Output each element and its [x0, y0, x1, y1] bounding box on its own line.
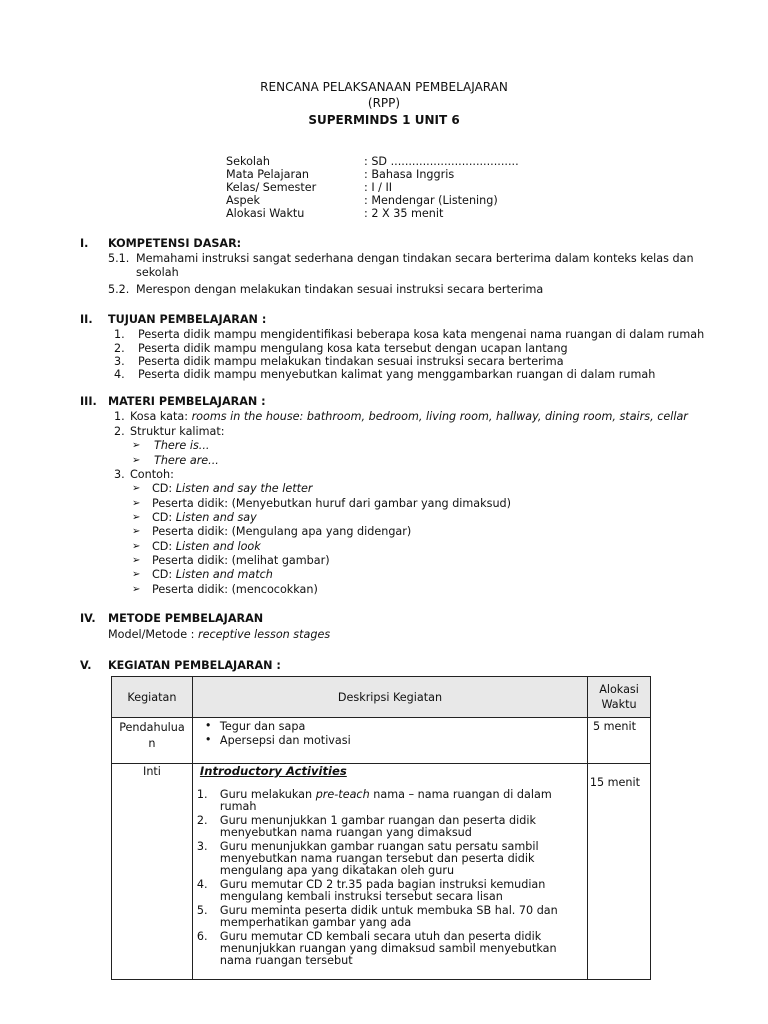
method-value: receptive lesson stages: [198, 628, 331, 641]
list-number: 2.: [114, 425, 125, 438]
arrow-bullet-icon: ➢: [132, 498, 141, 509]
arrow-bullet-icon: ➢: [132, 584, 141, 595]
list-number: 2.: [114, 342, 125, 355]
identity-value: : 2 X 35 menit: [364, 207, 444, 220]
identity-label: Mata Pelajaran: [226, 168, 310, 181]
identity-value: : SD ....................................: [364, 155, 519, 168]
steps-container: [193, 764, 587, 978]
arrow-bullet-icon: ➢: [132, 541, 141, 552]
vocab-list: rooms in the house: bathroom, bedroom, living room, hallway, dining room, stairs, cellar: [191, 410, 688, 423]
identity-label: Alokasi Waktu: [226, 207, 305, 220]
sub-item: [152, 554, 330, 567]
section-number: III.: [80, 395, 97, 408]
table-row: [112, 764, 651, 980]
list-item: Contoh:: [130, 468, 174, 481]
sub-item: [152, 511, 257, 524]
identity-value: : Bahasa Inggris: [364, 168, 455, 181]
cell-kegiatan-line: Pendahulua: [119, 721, 185, 734]
sub-item-plain: Peserta didik: (mencocokkan): [152, 583, 318, 596]
sub-item: There are...: [154, 454, 219, 467]
list-number: 1.: [114, 410, 125, 423]
step-number: 3.: [196, 839, 208, 853]
bullet-icon: •: [204, 719, 212, 732]
sub-item-italic: Listen and look: [175, 540, 261, 553]
list-number: 4.: [114, 368, 125, 381]
arrow-bullet-icon: ➢: [132, 483, 141, 494]
sub-item-italic: Listen and match: [175, 568, 273, 581]
activities-table: [111, 676, 651, 980]
sub-item: [152, 482, 312, 495]
step-text-continuation: menyebutkan nama ruangan yang dimaksud: [219, 826, 472, 840]
identity-value: : Mendengar (Listening): [364, 194, 498, 207]
header-deskripsi: Deskripsi Kegiatan: [192, 677, 587, 718]
step-text-continuation: mengulang kembali instruksi tersebut secara lisan: [219, 890, 503, 904]
sub-item-plain: Peserta didik: (Menyebutkan huruf dari gambar yang dimaksud): [152, 497, 512, 510]
method-line: [108, 628, 330, 641]
step-text-continuation: mengulang apa yang dikatakan oleh guru: [219, 864, 455, 878]
list-item-continuation: sekolah: [136, 266, 179, 279]
bullet-icon: •: [204, 733, 212, 746]
sub-item-plain: CD:: [152, 482, 176, 495]
header-alokasi-line: Alokasi: [599, 683, 639, 696]
sub-item-italic: Listen and say the letter: [175, 482, 313, 495]
cell-deskripsi: [192, 718, 587, 764]
sub-item: There is...: [154, 439, 210, 452]
step-text: Guru meminta peserta didik untuk membuka SB hal. 70 dan: [219, 903, 558, 917]
step-text: Guru menunjukkan gambar ruangan satu persatu sambil: [219, 839, 539, 853]
cell-kegiatan: Inti: [112, 764, 193, 980]
identity-label: Sekolah: [226, 155, 270, 168]
step-text: Guru melakukan pre-teach nama – nama ruangan di dalam: [219, 788, 552, 801]
section-number: I.: [80, 237, 89, 250]
identity-value: : I / II: [364, 181, 393, 194]
section-number: V.: [80, 659, 92, 672]
step-text-continuation: menyebutkan nama ruangan tersebut dan peserta didik: [219, 852, 535, 865]
section-heading: TUJUAN PEMBELAJARAN :: [108, 313, 267, 326]
cell-deskripsi: [192, 764, 587, 980]
list-item: Peserta didik mampu menyebutkan kalimat yang menggambarkan ruangan di dalam rumah: [138, 368, 656, 381]
step-text: Guru memutar CD 2 tr.35 pada bagian instruksi kemudian: [219, 877, 546, 891]
sub-item: [152, 525, 411, 538]
cell-kegiatan: [112, 718, 193, 764]
header-kegiatan: Kegiatan: [112, 677, 193, 718]
list-item: Peserta didik mampu mengidentifikasi beberapa kosa kata mengenai nama ruangan di dalam rumah: [138, 328, 705, 341]
cell-waktu: 5 menit: [588, 718, 651, 764]
step-number: 2.: [196, 813, 208, 827]
sub-item: [152, 568, 273, 581]
sub-item: [152, 583, 318, 596]
arrow-bullet-icon: ➢: [132, 526, 141, 537]
list-item: Peserta didik mampu mengulang kosa kata tersebut dengan ucapan lantang: [138, 342, 568, 355]
cell-kegiatan-line: n: [148, 737, 156, 750]
arrow-bullet-icon: ➢: [132, 555, 141, 566]
arrow-bullet-icon: ➢: [132, 569, 141, 580]
arrow-bullet-icon: ➢: [132, 455, 141, 466]
arrow-bullet-icon: ➢: [132, 440, 141, 451]
step-number: 5.: [196, 903, 208, 917]
step-text: Guru menunjukkan 1 gambar ruangan dan peserta didik: [219, 813, 536, 827]
step-text-continuation: menunjukkan ruangan yang dimaksud sambil menyebutkan: [219, 941, 557, 955]
sub-item-plain: Peserta didik: (Mengulang apa yang didengar): [152, 525, 412, 538]
list-item: Merespon dengan melakukan tindakan sesuai instruksi secara berterima: [136, 283, 544, 296]
list-number: 3.: [114, 468, 125, 481]
doc-subtitle: (RPP): [367, 96, 401, 110]
identity-label: Kelas/ Semester: [226, 181, 317, 194]
arrow-bullet-icon: ➢: [132, 512, 141, 523]
method-label: Model/Metode :: [108, 628, 198, 641]
bullet-item: Tegur dan sapa: [219, 720, 306, 733]
list-item: Memahami instruksi sangat sederhana dengan tindakan secara berterima dalam konteks kelas dan: [136, 252, 694, 265]
sub-item-plain: CD:: [152, 540, 176, 553]
sub-item-plain: Peserta didik: (melihat gambar): [152, 554, 330, 567]
header-alokasi-line: Waktu: [601, 698, 637, 711]
section-heading: MATERI PEMBELAJARAN :: [108, 395, 266, 408]
sub-item: [152, 540, 261, 553]
list-item: Struktur kalimat:: [130, 425, 225, 438]
identity-label: Aspek: [226, 194, 260, 207]
section-heading: KEGIATAN PEMBELAJARAN :: [108, 659, 281, 672]
step-number: 4.: [196, 877, 208, 891]
sub-item-plain: CD:: [152, 511, 176, 524]
step-text: Guru memutar CD kembali secara utuh dan peserta didik: [219, 929, 542, 943]
step-text-continuation: memperhatikan gambar yang ada: [219, 916, 412, 929]
list-number: 1.: [114, 328, 125, 341]
section-number: II.: [80, 313, 93, 326]
list-number: 5.2.: [108, 283, 130, 296]
step-text-continuation: rumah: [219, 800, 257, 814]
cell-waktu: 15 menit: [588, 764, 651, 980]
list-item: Peserta didik mampu melakukan tindakan sesuai instruksi secara berterima: [138, 355, 564, 368]
section-heading: METODE PEMBELAJARAN: [108, 612, 264, 625]
list-item: [130, 410, 688, 423]
header-alokasi: [588, 677, 651, 718]
list-number: 3.: [114, 355, 125, 368]
step-text-continuation: nama ruangan tersebut: [219, 954, 353, 968]
activity-subtitle: Introductory Activities: [199, 764, 347, 778]
list-number: 5.1.: [108, 252, 130, 265]
doc-title: RENCANA PELAKSANAAN PEMBELAJARAN: [260, 80, 508, 94]
section-heading: KOMPETENSI DASAR:: [108, 237, 242, 250]
table-header-row: [112, 677, 651, 718]
sub-item-plain: CD:: [152, 568, 176, 581]
doc-unit-title: SUPERMINDS 1 UNIT 6: [308, 113, 460, 127]
section-number: IV.: [80, 612, 96, 625]
step-number: 1.: [196, 788, 208, 801]
vocab-label: Kosa kata:: [130, 410, 192, 423]
table-row: [112, 718, 651, 764]
step-number: 6.: [196, 929, 208, 943]
bullet-item: Apersepsi dan motivasi: [219, 734, 351, 747]
sub-item-italic: Listen and say: [175, 511, 257, 524]
sub-item: [152, 497, 511, 510]
